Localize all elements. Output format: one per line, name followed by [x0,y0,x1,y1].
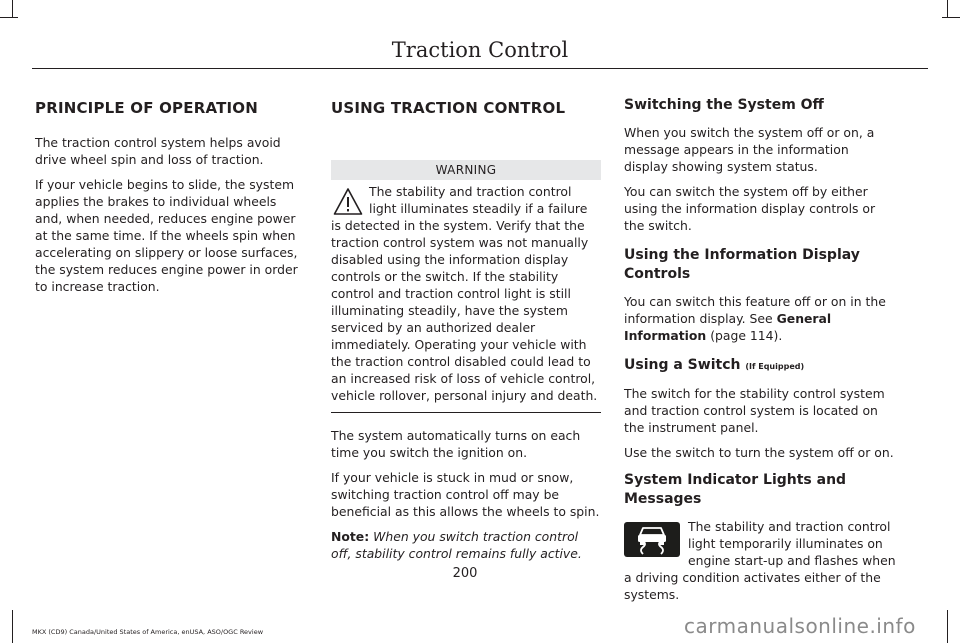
paragraph: When you switch the system off or on, a message appears in the information display showing system status. [624,125,875,174]
paragraph: If your vehicle is stuck in mud or snow, switching traction control off may be beneficial as this allows the wheels to spin. [331,470,600,519]
crop-mark-top-right-h [942,17,960,18]
page-number: 200 [452,566,478,581]
crop-mark-top-left-h [0,17,18,18]
cross-reference-link[interactable]: General Information [624,311,832,343]
note-text: When you switch traction control off, stability control remains fully active. [331,529,582,561]
column-principle [35,90,305,303]
warning-triangle-icon [333,187,363,217]
paragraph: Use the switch to turn the system off or on. [624,445,894,460]
heading-switch-text: Using a Switch [624,357,741,373]
column-switching [624,90,896,611]
traction-control-icon [624,522,680,557]
watermark: carmanualsonline.info [684,614,916,638]
page-reference: (page 114). [710,328,783,343]
display-text: You can switch this feature off or on in the information display. See [624,294,886,326]
warning-text: The stability and traction control light illuminates steadily if a failure is detected in the system. Verify that the traction control system was not manually disabled using the information display controls or the switch. If the stability control and traction control light is still illuminating steadily, have the system serviced by an authorized dealer immediately. Operating your vehicle with the traction control disabled could lead to an increased risk of loss of vehicle control, vehicle rollover, personal injury and death. [331,184,598,403]
note-label: Note: [331,529,370,544]
heading-principle: PRINCIPLE OF OPERATION [35,99,259,117]
page-header-title: Traction Control [391,38,569,62]
heading-switch [624,356,896,376]
footer-document-id: MKX (CD9) Canada/United States of America, enUSA, ASO/OGC Review [32,628,264,636]
indicator-block [624,518,896,603]
crop-mark-bottom-left-v [12,610,13,643]
if-equipped-label: (If Equipped) [745,362,805,371]
paragraph: The traction control system helps avoid drive wheel spin and loss of traction. [35,135,281,167]
column-using [331,90,601,570]
heading-switching-off: Switching the System Off [624,97,824,113]
header-rule [32,68,928,69]
warning-rule [331,412,601,413]
note-paragraph [331,528,601,562]
heading-indicator: System Indicator Lights and Messages [624,472,847,507]
warning-label: WARNING [331,160,601,180]
paragraph: You can switch the system off by either using the information display controls or the switch. [624,184,876,233]
warning-box [331,183,601,413]
heading-using: USING TRACTION CONTROL [331,99,566,117]
crop-mark-bottom-right-v [947,610,948,643]
crop-mark-top-right-v [947,0,948,18]
paragraph-indicator: The stability and traction control light temporarily illuminates on engine start-up and flashes when a driving condition activates either of the systems. [624,519,896,602]
crop-mark-top-left-v [12,0,13,18]
paragraph: The system automatically turns on each time you switch the ignition on. [331,428,581,460]
paragraph: If your vehicle begins to slide, the system applies the brakes to individual wheels and, when needed, reduces engine power at the same time. If the wheels spin when accelerating on slippery or loose surfaces, the system reduces engine power in order to increase traction. [35,177,298,294]
paragraph-display [624,293,896,344]
heading-display-controls: Using the Information Display Controls [624,247,860,282]
traction-car-icon [624,522,680,557]
paragraph: The switch for the stability control system and traction control system is located on the instrument panel. [624,386,885,435]
